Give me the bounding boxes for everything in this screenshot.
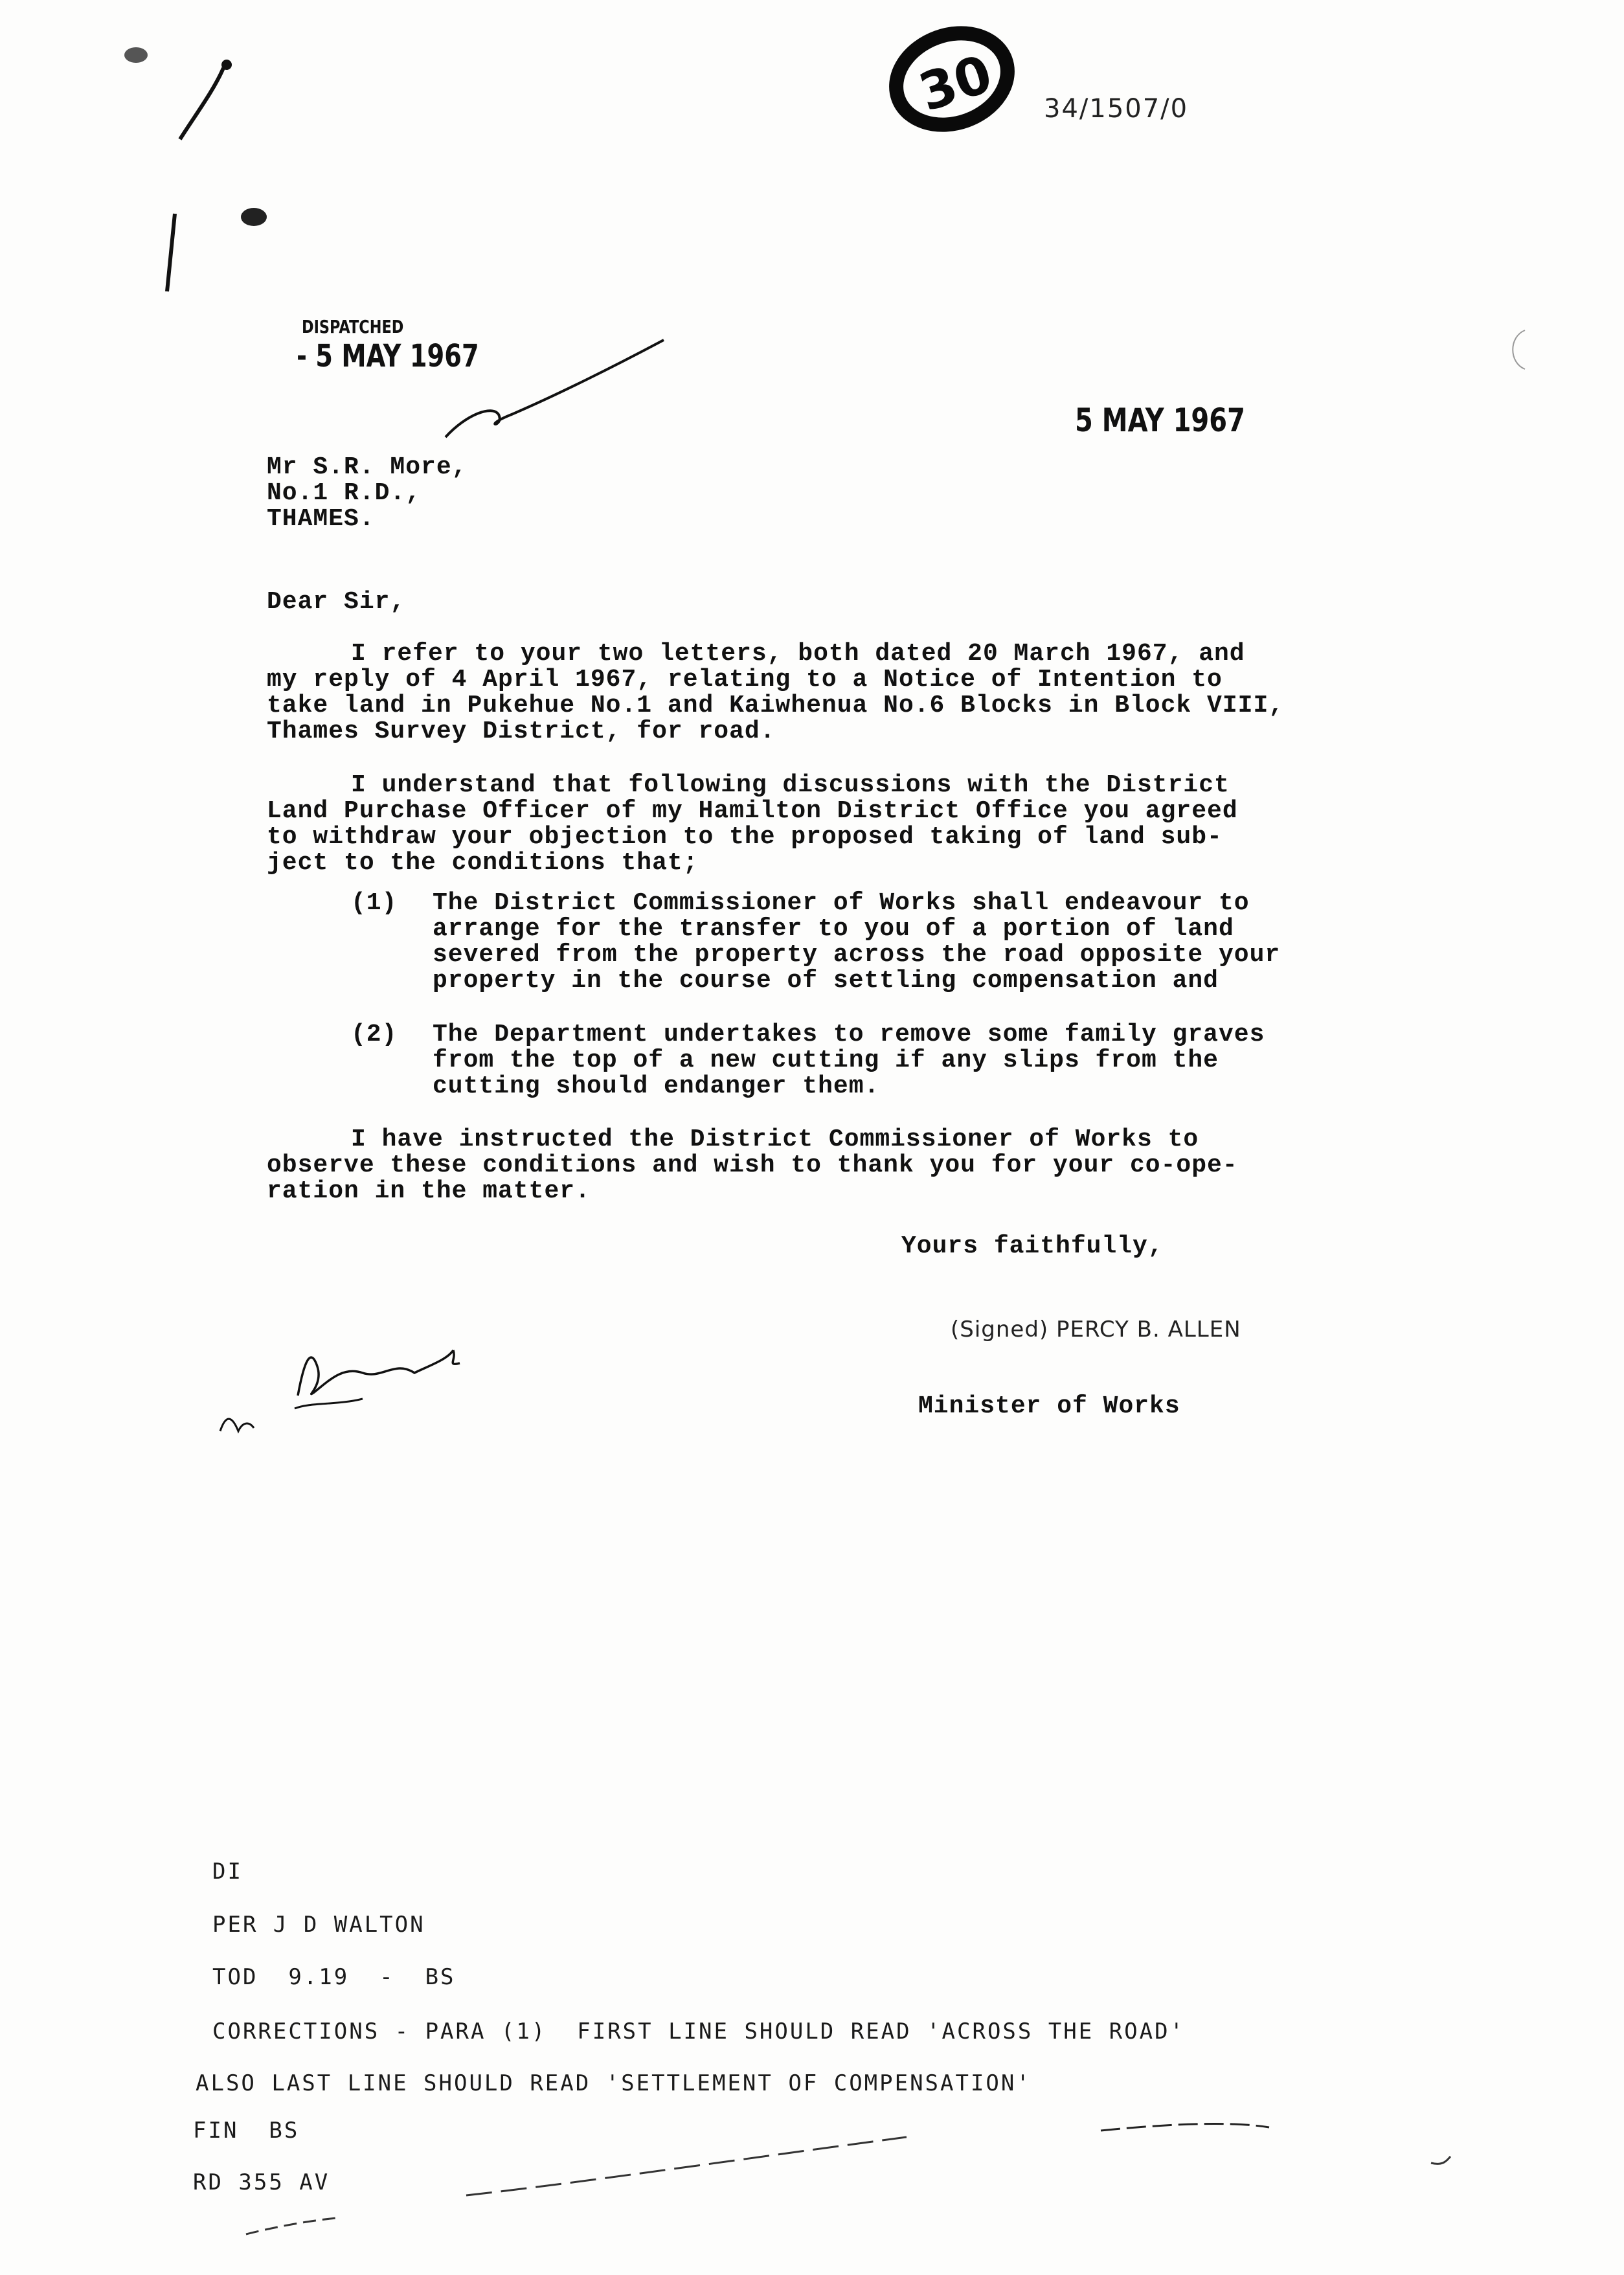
paragraph-line: take land in Pukehue No.1 and Kaiwhenua No.6 Blocks in Block VIII,	[267, 692, 1285, 719]
condition-line: arrange for the transfer to you of a portion of land	[433, 915, 1234, 943]
paragraph-line: my reply of 4 April 1967, relating to a Notice of Intention to	[267, 666, 1223, 694]
telex-line-4: CORRECTIONS - PARA (1) FIRST LINE SHOULD READ 'ACROSS THE ROAD'	[212, 2019, 1186, 2044]
reference-number: 34/1507/0	[1044, 94, 1189, 124]
salutation: Dear Sir,	[267, 588, 406, 616]
paragraph-1	[267, 641, 1316, 745]
paragraph-line: I refer to your two letters, both dated 20 March 1967, and	[351, 640, 1245, 668]
condition-2-number: (2)	[351, 1021, 398, 1048]
telex-line-3: TOD 9.19 - BS	[212, 1964, 456, 1990]
condition-line: The District Commissioner of Works shall endeavour to	[433, 889, 1250, 917]
stamp-number: 30	[912, 43, 999, 123]
paragraph-3	[267, 1127, 1316, 1205]
condition-line: severed from the property across the road opposite your	[433, 941, 1281, 969]
closing: Yours faithfully,	[901, 1232, 1164, 1260]
telex-line-7: RD 355 AV	[193, 2169, 330, 2195]
paragraph-2	[267, 773, 1316, 876]
signatory-title: Minister of Works	[918, 1392, 1180, 1420]
condition-line: The Department undertakes to remove some family graves	[433, 1021, 1265, 1048]
recipient-line: THAMES.	[267, 505, 375, 533]
ink-smudge	[124, 47, 148, 63]
dispatched-date: - 5 MAY 1967	[297, 338, 479, 374]
pen-stroke-left	[167, 214, 175, 291]
condition-1-number: (1)	[351, 889, 398, 917]
paragraph-line: to withdraw your objection to the proposed taking of land sub-	[267, 823, 1223, 851]
signed-line: (Signed) PERCY B. ALLEN	[951, 1317, 1241, 1342]
recipient-line: Mr S.R. More,	[267, 453, 468, 481]
paragraph-line: I have instructed the District Commissioner of Works to	[351, 1126, 1199, 1153]
paragraph-line: ject to the conditions that;	[267, 849, 699, 877]
telex-line-1: DI	[212, 1859, 243, 1885]
paragraph-line: ration in the matter.	[267, 1177, 591, 1205]
paragraph-line: Land Purchase Officer of my Hamilton District Office you agreed	[267, 797, 1238, 825]
letter-date: 5 MAY 1967	[1075, 402, 1245, 439]
condition-1	[433, 890, 1313, 994]
recipient-address	[267, 455, 1316, 532]
condition-line: property in the course of settling compensation and	[433, 967, 1219, 995]
pen-stroke-top-left	[180, 68, 223, 139]
telex-line-2: PER J D WALTON	[212, 1912, 425, 1938]
condition-2	[433, 1022, 1313, 1100]
recipient-line: No.1 R.D.,	[267, 479, 422, 507]
condition-line: cutting should endanger them.	[433, 1072, 880, 1100]
condition-line: from the top of a new cutting if any slips from the	[433, 1047, 1219, 1074]
initial-mark	[220, 1419, 254, 1431]
pen-dot	[221, 60, 232, 70]
telex-line-6: FIN BS	[193, 2118, 300, 2144]
paragraph-line: I understand that following discussions with the District	[351, 771, 1230, 799]
telex-line-5: ALSO LAST LINE SHOULD READ 'SETTLEMENT OF COMPENSATION'	[196, 2070, 1032, 2096]
handwritten-signature	[298, 1350, 460, 1396]
paragraph-line: Thames Survey District, for road.	[267, 718, 776, 745]
ink-blot	[241, 208, 267, 226]
dispatched-label: DISPATCHED	[302, 316, 404, 337]
paragraph-line: observe these conditions and wish to thank you for your co-ope-	[267, 1151, 1238, 1179]
